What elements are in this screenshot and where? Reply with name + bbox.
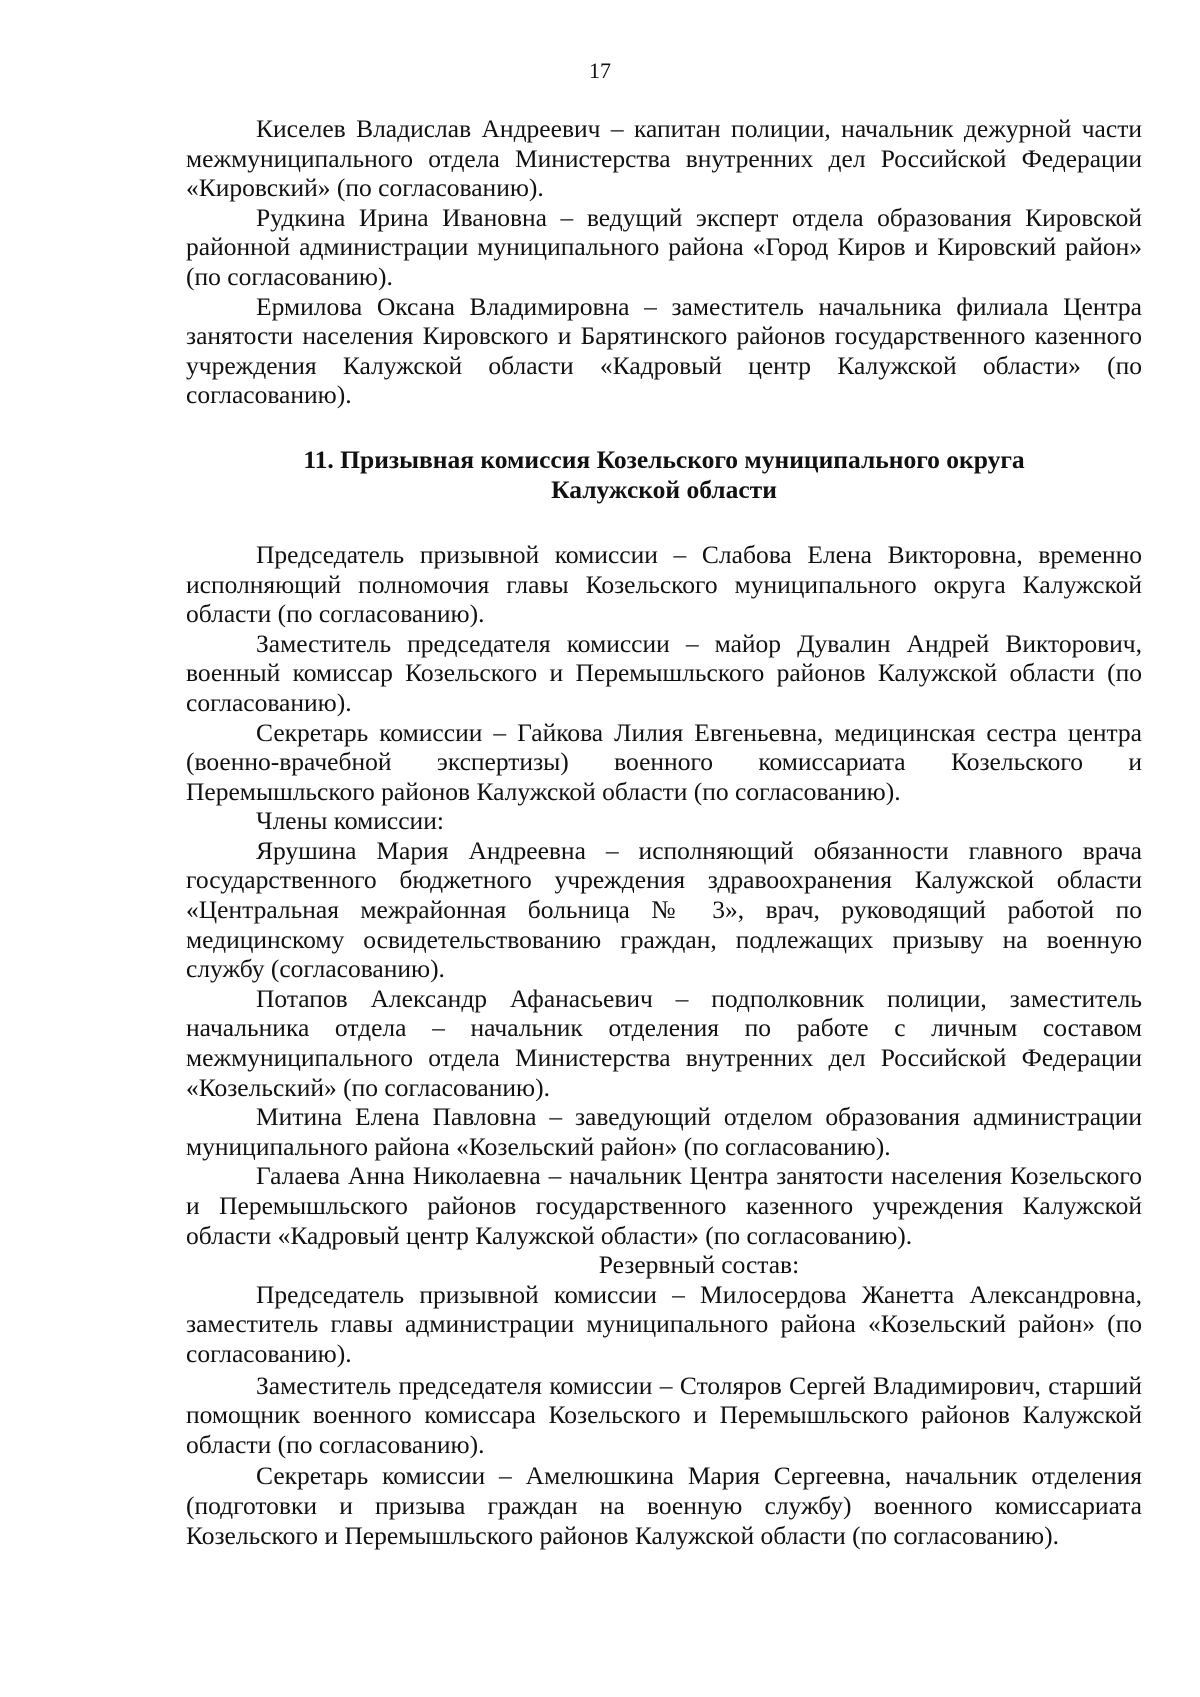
- paragraph-yarushina: Ярушина Мария Андреевна – исполняющий обязанности главного врача государственного бюджетного учреждения здравоохранения Калужской области «Центральная межрайонная больница № 3», врач, руководящий работой по медицинскому освидетельствованию граждан, подлежащих призыву на военную службу (согласованию).: [186, 835, 1142, 984]
- paragraph-reserve-chairman: Председатель призывной комиссии – Милосердова Жанетта Александровна, заместитель главы администрации муниципального района «Козельский район» (по согласованию).: [186, 1279, 1142, 1368]
- paragraph-kiselev: Киселев Владислав Андреевич – капитан полиции, начальник дежурной части межмуниципального отдела Министерства внутренних дел Российской Федерации «Кировский» (по согласованию).: [186, 114, 1142, 203]
- paragraph-deputy-chairman: Заместитель председателя комиссии – майор Дувалин Андрей Викторович, военный комиссар Козельского и Перемышльского районов Калужской области (по согласованию).: [186, 628, 1142, 717]
- paragraph-members-label: Члены комиссии:: [256, 806, 444, 836]
- paragraph-chairman: Председатель призывной комиссии – Слабова Елена Викторовна, временно исполняющий полномочия главы Козельского муниципального округа Калужской области (по согласованию).: [186, 539, 1142, 629]
- paragraph-galaeva: Галаева Анна Николаевна – начальник Центра занятости населения Козельского и Перемышльского районов государственного казенного учреждения Калужской области «Кадровый центр Калужской области» (по согласованию).: [186, 1161, 1142, 1250]
- page-number: 17: [589, 58, 611, 83]
- paragraph-secretary: Секретарь комиссии – Гайкова Лилия Евгеньевна, медицинская сестра центра (военно-врачебной экспертизы) военного комиссариата Козельского и Перемышльского районов Калужской области (по согласованию).: [186, 717, 1142, 806]
- reserve-label: Резервный состав:: [598, 1250, 800, 1280]
- section-heading-line-1: 11. Призывная комиссия Козельского муниципального округа: [303, 444, 1025, 474]
- paragraph-rudkina: Рудкина Ирина Ивановна – ведущий эксперт отдела образования Кировской районной администрации муниципального района «Город Киров и Кировский район» (по согласованию).: [186, 202, 1142, 291]
- section-heading: [186, 445, 1142, 505]
- paragraph-potapov: Потапов Александр Афанасьевич – подполковник полиции, заместитель начальника отдела – начальник отделения по работе с личным составом межмуниципального отдела Министерства внутренних дел Российской Федерации «Козельский» (по согласованию).: [186, 983, 1142, 1102]
- paragraph-ermilova: Ермилова Оксана Владимировна – заместитель начальника филиала Центра занятости населения Кировского и Барятинского районов государственного казенного учреждения Калужской области «Кадровый центр Калужской области» (по согласованию).: [186, 291, 1142, 410]
- paragraph-mitina: Митина Елена Павловна – заведующий отделом образования администрации муниципального района «Козельский район» (по согласованию).: [186, 1102, 1142, 1161]
- paragraph-reserve-deputy: Заместитель председателя комиссии – Столяров Сергей Владимирович, старший помощник военного комиссара Козельского и Перемышльского районов Калужской области (по согласованию).: [186, 1370, 1142, 1459]
- document-body: [186, 114, 1142, 1550]
- paragraph-reserve-secretary: Секретарь комиссии – Амелюшкина Мария Сергеевна, начальник отделения (подготовки и призыва граждан на военную службу) военного комиссариата Козельского и Перемышльского районов Калужской области (по согласованию).: [186, 1461, 1142, 1550]
- section-heading-line-2: Калужской области: [551, 474, 777, 504]
